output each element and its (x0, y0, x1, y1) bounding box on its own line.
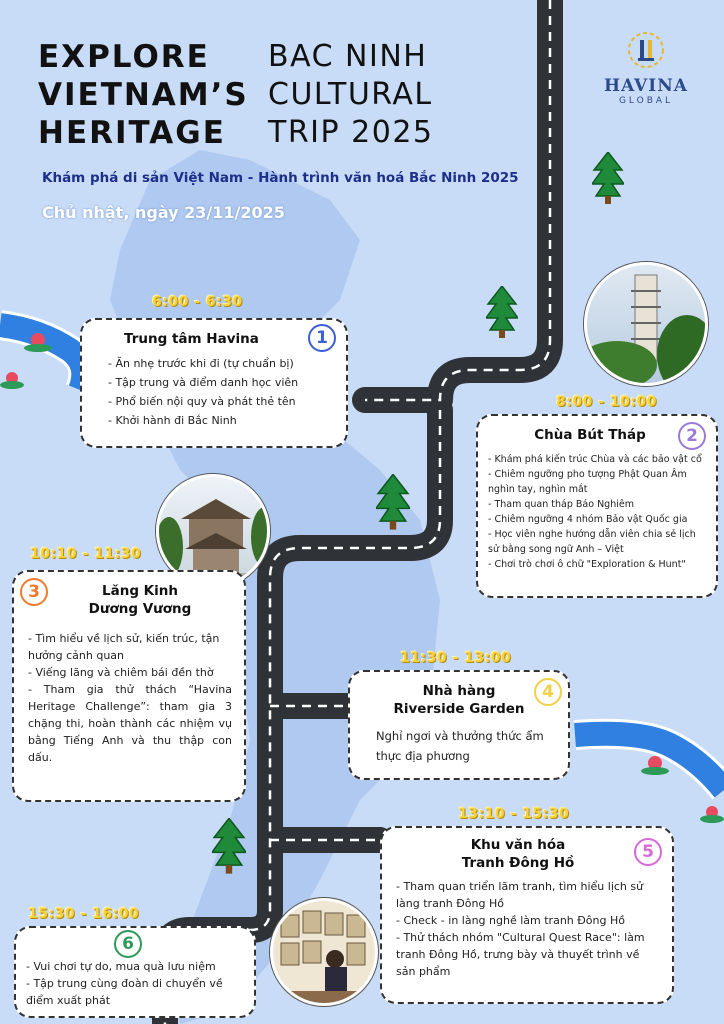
stop-number-4: 4 (534, 678, 562, 706)
title-cultural-trip: BAC NINH CULTURAL TRIP 2025 (268, 39, 434, 150)
list-item: - Tham gia thử thách “Havina Heritage Challenge”: tham gia 3 chặng thi, hoàn thành các nhiệm vụ bằng Tiếng Anh và thu thập con dấu. (28, 683, 232, 764)
time-stop-4: 11:30 - 13:00 (400, 650, 512, 666)
logo-name: HAVINA (604, 76, 688, 96)
time-stop-3: 10:10 - 11:30 (30, 546, 142, 562)
time-stop-5: 13:10 - 15:30 (458, 806, 570, 822)
stop-card-5 (380, 826, 674, 1004)
pine-tree-icon (486, 286, 518, 338)
stop-5-title-line-1: Khu văn hóa (470, 837, 566, 853)
stop-number-5: 5 (634, 838, 662, 866)
list-item: - Ăn nhẹ trước khi đi (tự chuẩn bị) (108, 357, 294, 370)
stop-card-3 (12, 570, 246, 802)
stop-3-activities (28, 630, 232, 766)
subtitle: Khám phá di sản Việt Nam - Hành trình văn hoá Bắc Ninh 2025 (42, 170, 519, 186)
time-stop-6: 15:30 - 16:00 (28, 906, 140, 922)
pine-tree-icon (376, 474, 410, 530)
list-item: - Phổ biến nội quy và phát thẻ tên (108, 395, 296, 408)
stop-2-title: Chùa Bút Tháp (534, 427, 646, 443)
trip-date: Chủ nhật, ngày 23/11/2025 (42, 203, 285, 222)
list-item: - Khởi hành đi Bắc Ninh (108, 414, 237, 427)
stop-2-activities (488, 452, 708, 572)
logo-subtitle: GLOBAL (618, 96, 674, 106)
pine-tree-icon (592, 152, 624, 204)
havina-logo (600, 30, 692, 106)
stop-3-title-line-1: Lăng Kinh (102, 583, 178, 599)
list-item: - Viếng lăng và chiêm bái đền thờ (28, 666, 214, 679)
list-item: - Check - in làng nghề làm tranh Đông Hồ (396, 914, 625, 927)
pine-tree-icon (212, 818, 246, 874)
stop-3-title-line-2: Dương Vương (88, 601, 192, 617)
list-item: - Tham quan tháp Báo Nghiêm (488, 499, 634, 510)
time-stop-1: 6:00 - 6:30 (152, 294, 243, 310)
stop-number-6: 6 (114, 930, 142, 958)
list-item: - Chiêm ngưỡng pho tượng Phật Quan Âm nghìn tay, nghìn mắt (488, 469, 687, 495)
list-item: - Vui chơi tự do, mua quà lưu niệm (26, 960, 216, 973)
list-item: - Chiêm ngưỡng 4 nhóm Bảo vật Quốc gia (488, 514, 688, 525)
list-item: - Tìm hiểu về lịch sử, kiến trúc, tận hưởng cảnh quan (28, 632, 220, 662)
list-item: - Tham quan triển lãm tranh, tìm hiểu lịch sử làng tranh Đông Hồ (396, 880, 644, 910)
stop-4-description: Nghỉ ngơi và thưởng thức ẩm thực địa phương (376, 729, 544, 763)
stop-1-activities (108, 354, 334, 430)
stop-4-title-line-1: Nhà hàng (422, 683, 496, 699)
havina-emblem-icon (626, 30, 666, 70)
list-item: - Học viên nghe hướng dẫn viên chia sẻ lịch sử bằng song ngữ Anh – Việt (488, 529, 696, 555)
list-item: - Chơi trò chơi ô chữ "Exploration & Hunt" (488, 559, 686, 570)
but-thap-tower-photo (584, 262, 708, 386)
stop-number-1: 1 (308, 324, 336, 352)
stop-5-title-line-2: Tranh Đông Hồ (461, 855, 575, 871)
list-item: - Khám phá kiến trúc Chùa và các bảo vật cổ (488, 454, 702, 465)
list-item: - Tập trung và điểm danh học viên (108, 376, 299, 389)
stop-number-2: 2 (678, 422, 706, 450)
stop-5-activities (396, 878, 660, 980)
stop-number-3: 3 (20, 578, 48, 606)
list-item: - Thử thách nhóm "Cultural Quest Race": làm tranh Đông Hồ, trưng bày và thuyết trình về sản phẩm (396, 931, 645, 978)
list-item: - Tập trung cùng đoàn di chuyển về điểm xuất phát (26, 977, 223, 1007)
stop-6-activities (26, 958, 242, 1009)
dong-ho-painting-photo (270, 898, 378, 1006)
stop-4-title-line-2: Riverside Garden (393, 701, 525, 717)
title-explore-heritage: EXPLORE VIETNAM’S HERITAGE (38, 39, 249, 151)
stop-1-title: Trung tâm Havina (124, 331, 259, 347)
time-stop-2: 8:00 - 10:00 (556, 394, 657, 410)
